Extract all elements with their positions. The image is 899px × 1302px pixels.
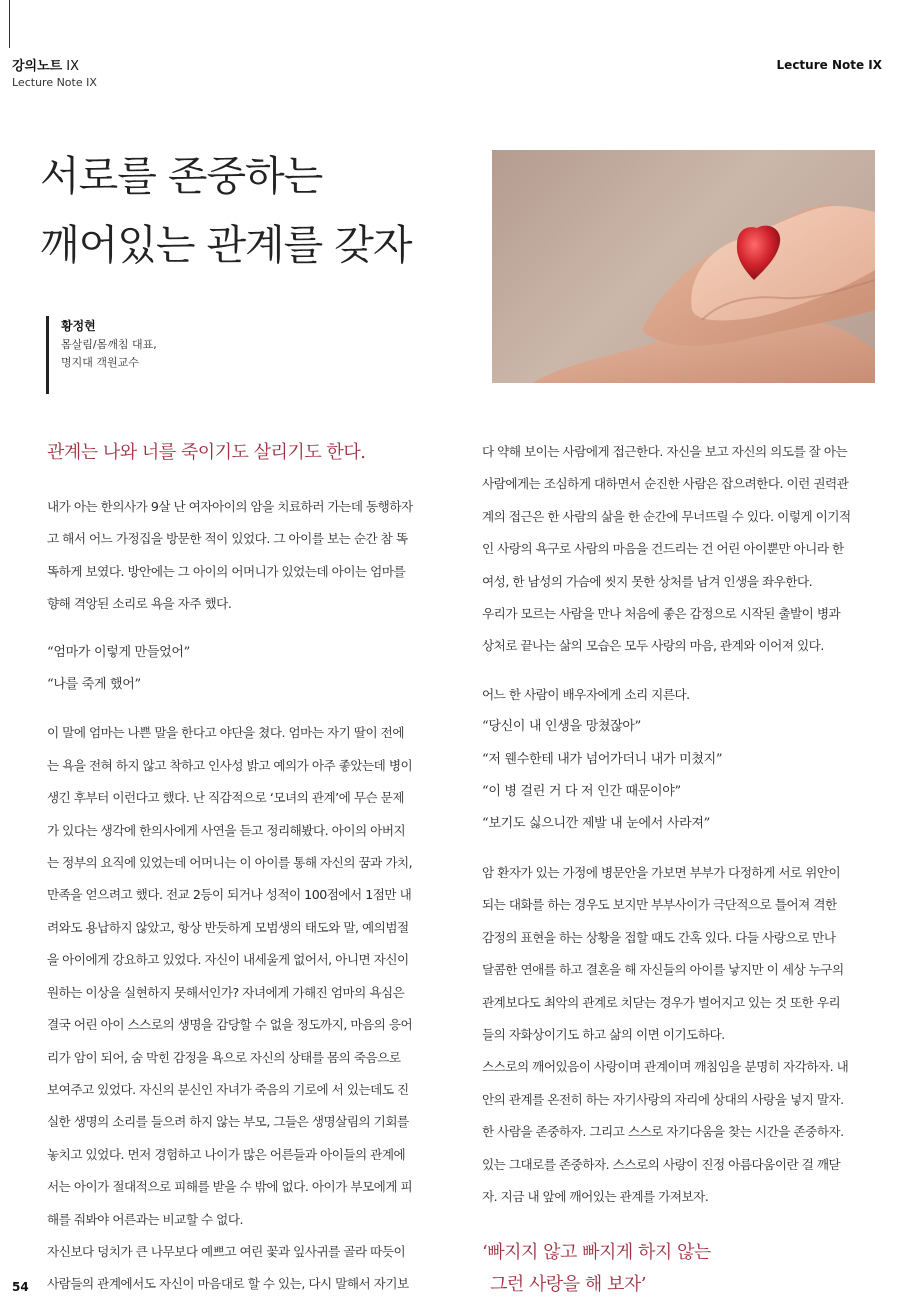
author-block (46, 316, 157, 394)
author-name: 황정현 (61, 319, 96, 333)
header-divider (9, 0, 10, 48)
quote-line: “엄마가 이렇게 만들었어” (47, 644, 190, 660)
text-line: 똑하게 보였다. 방안에는 그 아이의 어머니가 있었는데 아이는 엄마를 (47, 563, 406, 579)
title-line-1: 서로를 존중하는 (40, 152, 323, 200)
text-line: 사람에게는 조심하게 대하면서 순진한 사람은 잡으려한다. 이런 권력관 (482, 476, 849, 492)
pullquote-line-1: ‘빠지지 않고 빠지게 하지 않는 (482, 1242, 711, 1264)
section-header (12, 58, 97, 90)
text-line: 한 사람을 존중하자. 그리고 스스로 자기다움을 찾는 시간을 존중하자. (482, 1124, 844, 1140)
text-line: 스스로의 깨어있음이 사랑이며 관계이며 깨침임을 분명히 자각하자. 내 (482, 1059, 849, 1075)
paragraph-gap (482, 841, 880, 857)
text-line: 사람들의 관계에서도 자신이 마음대로 할 수 있는, 다시 말해서 자기보 (47, 1276, 409, 1292)
text-line: 실한 생명의 소리를 들으려 하지 않는 부모, 그들은 생명살림의 기회를 (47, 1114, 409, 1130)
quote-line: “당신이 내 인생을 망쳤잖아” (482, 719, 642, 735)
text-line: 들의 자화상이기도 하고 삶의 이면 이기도하다. (482, 1026, 725, 1042)
text-line: 안의 관계를 온전히 하는 자기사랑의 자리에 상대의 사랑을 넣지 말자. (482, 1091, 844, 1107)
section-title-ko (12, 58, 97, 75)
text-line: 원하는 이상을 실현하지 못해서인가? 자녀에게 가해진 엄마의 욕심은 (47, 984, 405, 1000)
text-line: 보여주고 있었다. 자신의 분신인 자녀가 죽음의 기로에 서 있는데도 진 (47, 1081, 409, 1097)
text-line: 생긴 후부터 이런다고 했다. 난 직감적으로 ‘모녀의 관계’에 무슨 문제 (47, 790, 405, 806)
pullquote-top: 관계는 나와 너를 죽이기도 살리기도 한다. (47, 442, 366, 463)
hands-heart-photo (492, 150, 875, 383)
text-line: 암 환자가 있는 가정에 병문안을 가보면 부부가 다정하게 서로 위안이 (482, 864, 841, 880)
text-line: 을 아이에게 강요하고 있었다. 자신이 내세울게 없어서, 아니면 자신이 (47, 952, 409, 968)
paragraph-gap (482, 663, 880, 679)
quote-line: “저 웬수한테 내가 넘어가더니 내가 미쳤지” (482, 751, 723, 767)
text-line: 려와도 용납하지 않았고, 항상 반듯하게 모범생의 태도와 말, 예의범절 (47, 919, 409, 935)
quote-line: “이 병 걸린 거 다 저 인간 때문이야” (482, 784, 681, 800)
pullquote-bottom (482, 1237, 880, 1301)
quote-line: “보기도 싫으니깐 제발 내 눈에서 사라져” (482, 816, 710, 832)
text-line: 내가 아는 한의사가 9살 난 여자아이의 암을 치료하러 가는데 동행하자 (47, 499, 413, 514)
text-line: 있는 그대로를 존중하자. 스스로의 사랑이 진정 아름다움이란 걸 깨닫 (482, 1156, 841, 1172)
text-line: 는 정부의 요직에 있었는데 어머니는 이 아이를 통해 자신의 꿈과 가치, (47, 855, 413, 871)
text-line: 놓치고 있었다. 먼저 경험하고 나이가 많은 어른들과 아이들의 관계에 (47, 1146, 406, 1162)
text-line: 감정의 표현을 하는 상황을 접할 때도 간혹 있다. 다들 사랑으로 만나 (482, 929, 836, 945)
section-name: 강의노트 (12, 59, 63, 74)
text-line: 리가 암이 되어, 숨 막힌 감정을 욕으로 자신의 상태를 몸의 죽음으로 (47, 1049, 401, 1065)
text-line: 는 욕을 전혀 하지 않고 착하고 인사성 밝고 예의가 아주 좋았는데 병이 (47, 757, 413, 773)
text-line: 인 사랑의 욕구로 사람의 마음을 건드리는 건 어린 아이뿐만 아니라 한 (482, 541, 844, 557)
text-line: 자신보다 덩치가 큰 나무보다 예쁘고 여린 꽃과 잎사귀를 골라 따듯이 (47, 1243, 406, 1259)
section-title-en: Lecture Note IX (12, 76, 97, 89)
text-line: 이 말에 엄마는 나쁜 말을 한다고 야단을 쳤다. 엄마는 자기 딸이 전에 (47, 725, 405, 741)
text-line: 우리가 모르는 사람을 만나 처음에 좋은 감정으로 시작된 출발이 병과 (482, 606, 841, 622)
article-column-left (47, 437, 439, 1301)
pullquote-line-2: 그런 사랑을 해 보자’ (490, 1274, 646, 1296)
text-line: 결국 어린 아이 스스로의 생명을 감당할 수 없을 정도까지, 마음의 응어 (47, 1017, 413, 1033)
paragraph-gap (47, 621, 439, 637)
text-line: 향해 격앙된 소리로 욕을 자주 했다. (47, 596, 232, 612)
article-column-right (482, 436, 880, 1301)
paragraph-gap (47, 701, 439, 717)
running-header: Lecture Note IX (776, 58, 882, 72)
article-title (40, 142, 412, 280)
title-line-2: 깨어있는 관계를 갖자 (40, 221, 412, 269)
text-line: 서는 아이가 절대적으로 피해를 받을 수 밖에 없다. 아이가 부모에게 피 (47, 1179, 413, 1195)
text-line: 자. 지금 내 앞에 깨어있는 관계를 가져보자. (482, 1188, 709, 1204)
text-line: 계의 접근은 한 사람의 삶을 한 순간에 무너뜨릴 수 있다. 이렇게 이기적 (482, 508, 851, 524)
section-number: IX (66, 59, 79, 74)
quote-line: “나를 죽게 했어” (47, 677, 141, 693)
text-line: 만족을 얻으려고 했다. 전교 2등이 되거나 성적이 100점에서 1점만 내 (47, 887, 412, 903)
page-number: 54 (12, 1280, 29, 1294)
text-line: 고 해서 어느 가정집을 방문한 적이 있었다. 그 아이를 보는 순간 참 똑 (47, 531, 408, 547)
author-role-1: 몸살림/몸깨침 대표, (61, 338, 157, 351)
hands-heart-illustration (492, 150, 875, 383)
author-role-2: 명지대 객원교수 (61, 356, 139, 369)
text-line: 해를 줘봐야 어른과는 비교할 수 없다. (47, 1211, 244, 1227)
text-line: 관계보다도 최악의 관계로 치닫는 경우가 벌어지고 있는 것 또한 우리 (482, 994, 841, 1010)
text-line: 되는 대화를 하는 경우도 보지만 부부사이가 극단적으로 틀어져 격한 (482, 897, 837, 913)
text-line: 달콤한 연애를 하고 결혼을 해 자신들의 아이를 낳지만 이 세상 누구의 (482, 962, 844, 978)
text-line: 다 약해 보이는 사람에게 접근한다. 자신을 보고 자신의 의도를 잘 아는 (482, 444, 848, 459)
text-line: 어느 한 사람이 배우자에게 소리 지른다. (482, 686, 690, 702)
text-line: 여성, 한 남성의 가슴에 씻지 못한 상처를 남겨 인생을 좌우한다. (482, 573, 813, 589)
text-line: 상처로 끝나는 삶의 모습은 모두 사랑의 마음, 관계와 이어져 있다. (482, 638, 824, 654)
text-line: 가 있다는 생각에 한의사에게 사연을 듣고 정리해봤다. 아이의 아버지 (47, 822, 406, 838)
